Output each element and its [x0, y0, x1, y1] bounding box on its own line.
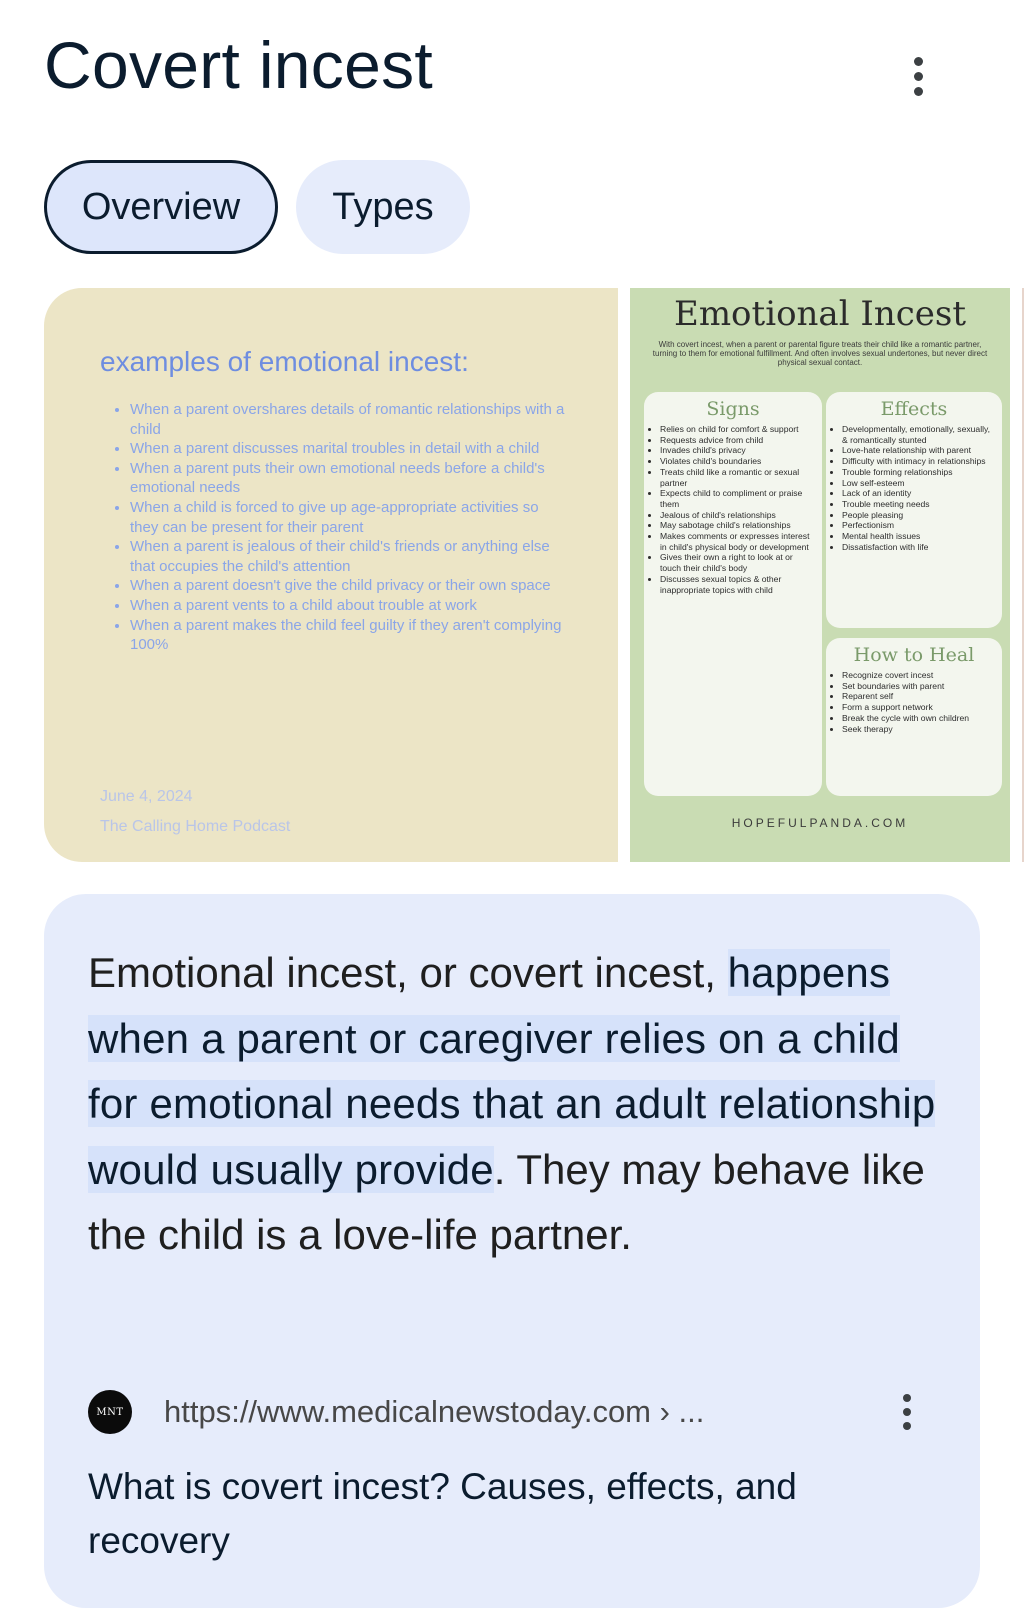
list-item: • When a parent vents to a child about trouble at work — [130, 596, 570, 616]
list-item: • Reparent self — [842, 691, 996, 702]
more-dot — [914, 72, 923, 81]
more-dot — [914, 57, 923, 66]
signs-box — [644, 392, 822, 796]
infographic-subtitle: With covert incest, when a parent or parental figure treats their child like a romantic partner, turning to them for emotional fulfillment. And often involves sexual undertones, but never direct physical sexual contact. — [652, 340, 988, 367]
source-row[interactable] — [88, 1390, 960, 1434]
list-item: • Dissatisfaction with life — [842, 542, 996, 553]
list-item: • Invades child's privacy — [660, 445, 816, 456]
infographic-title: Emotional Incest — [674, 294, 966, 334]
more-options-icon[interactable] — [900, 48, 936, 104]
infographic-image[interactable] — [630, 288, 1010, 862]
list-item: • Seek therapy — [842, 724, 996, 735]
signs-heading: Signs — [706, 398, 760, 420]
summary-highlight: happens when a parent or caregiver relies on a child for emotional needs that an adult relationship would usually provide — [88, 949, 936, 1193]
list-item: • People pleasing — [842, 510, 996, 521]
list-item: • When a parent is jealous of their child's friends or anything else that occupies the child's attention — [130, 537, 570, 576]
list-item: • Love-hate relationship with parent — [842, 445, 996, 456]
list-item: • When a parent discusses marital troubles in detail with a child — [130, 439, 570, 459]
list-item: • Trouble forming relationships — [842, 467, 996, 478]
signs-list — [644, 424, 822, 595]
list-item: • Break the cycle with own children — [842, 713, 996, 724]
infographic-site: HOPEFULPANDA.COM — [731, 816, 909, 830]
examples-image-title: examples of emotional incest: — [100, 346, 469, 377]
source-favicon: MNT — [88, 1390, 132, 1434]
effects-box — [826, 392, 1002, 628]
list-item: • Form a support network — [842, 702, 996, 713]
summary-after: . They may behave like the child is a love-life partner. — [88, 1145, 925, 1259]
examples-date: June 4, 2024 — [100, 788, 193, 805]
overview-card — [44, 894, 980, 1608]
list-item: • Expects child to compliment or praise them — [660, 488, 816, 509]
list-item: • When a parent makes the child feel guilty if they aren't complying 100% — [130, 616, 570, 655]
heal-heading: How to Heal — [853, 644, 975, 666]
examples-source: The Calling Home Podcast — [100, 818, 291, 835]
effects-heading: Effects — [880, 398, 948, 420]
list-item: • Relies on child for comfort & support — [660, 424, 816, 435]
heal-box — [826, 638, 1002, 796]
summary-text — [88, 940, 936, 1268]
page-title: Covert incest — [44, 28, 434, 102]
list-item: • Requests advice from child — [660, 435, 816, 446]
list-item: • When a parent puts their own emotional needs before a child's emotional needs — [130, 459, 570, 498]
list-item: • When a parent doesn't give the child privacy or their own space — [130, 576, 570, 596]
list-item: • Developmentally, emotionally, sexually, & romantically stunted — [842, 424, 996, 445]
source-more-icon[interactable] — [892, 1390, 922, 1434]
heal-list — [826, 670, 1002, 734]
effects-list — [826, 424, 1002, 552]
list-item: • Treats child like a romantic or sexual partner — [660, 467, 816, 488]
list-item: • When a child is forced to give up age-appropriate activities so they can be present for their parent — [130, 498, 570, 537]
list-item: • When a parent overshares details of romantic relationships with a child — [130, 400, 570, 439]
list-item: • Jealous of child's relationships — [660, 510, 816, 521]
source-title-link[interactable]: What is covert incest? Causes, effects, and recovery — [88, 1466, 797, 1561]
more-dot — [903, 1408, 911, 1416]
source-url[interactable]: https://www.medicalnewstoday.com › ... — [164, 1394, 705, 1429]
tab-types[interactable]: Types — [296, 160, 470, 254]
more-dot — [903, 1394, 911, 1402]
summary-before: Emotional incest, or covert incest, — [88, 949, 728, 996]
list-item: • Perfectionism — [842, 520, 996, 531]
header — [44, 26, 984, 126]
tab-overview[interactable]: Overview — [44, 160, 278, 254]
examples-image[interactable] — [44, 288, 618, 862]
list-item: • Difficulty with intimacy in relationships — [842, 456, 996, 467]
list-item: • Trouble meeting needs — [842, 499, 996, 510]
list-item: • Low self-esteem — [842, 478, 996, 489]
list-item: • Lack of an identity — [842, 488, 996, 499]
list-item: • Gives their own a right to look at or touch their child's body — [660, 552, 816, 573]
tab-bar — [44, 160, 470, 254]
image-carousel[interactable] — [44, 288, 1024, 862]
examples-list — [118, 400, 570, 655]
list-item: • May sabotage child's relationships — [660, 520, 816, 531]
more-dot — [914, 87, 923, 96]
list-item: • Mental health issues — [842, 531, 996, 542]
more-dot — [903, 1422, 911, 1430]
list-item: • Recognize covert incest — [842, 670, 996, 681]
list-item: • Set boundaries with parent — [842, 681, 996, 692]
list-item: • Violates child's boundaries — [660, 456, 816, 467]
list-item: • Makes comments or expresses interest in child's physical body or development — [660, 531, 816, 552]
list-item: • Discusses sexual topics & other inappropriate topics with child — [660, 574, 816, 595]
